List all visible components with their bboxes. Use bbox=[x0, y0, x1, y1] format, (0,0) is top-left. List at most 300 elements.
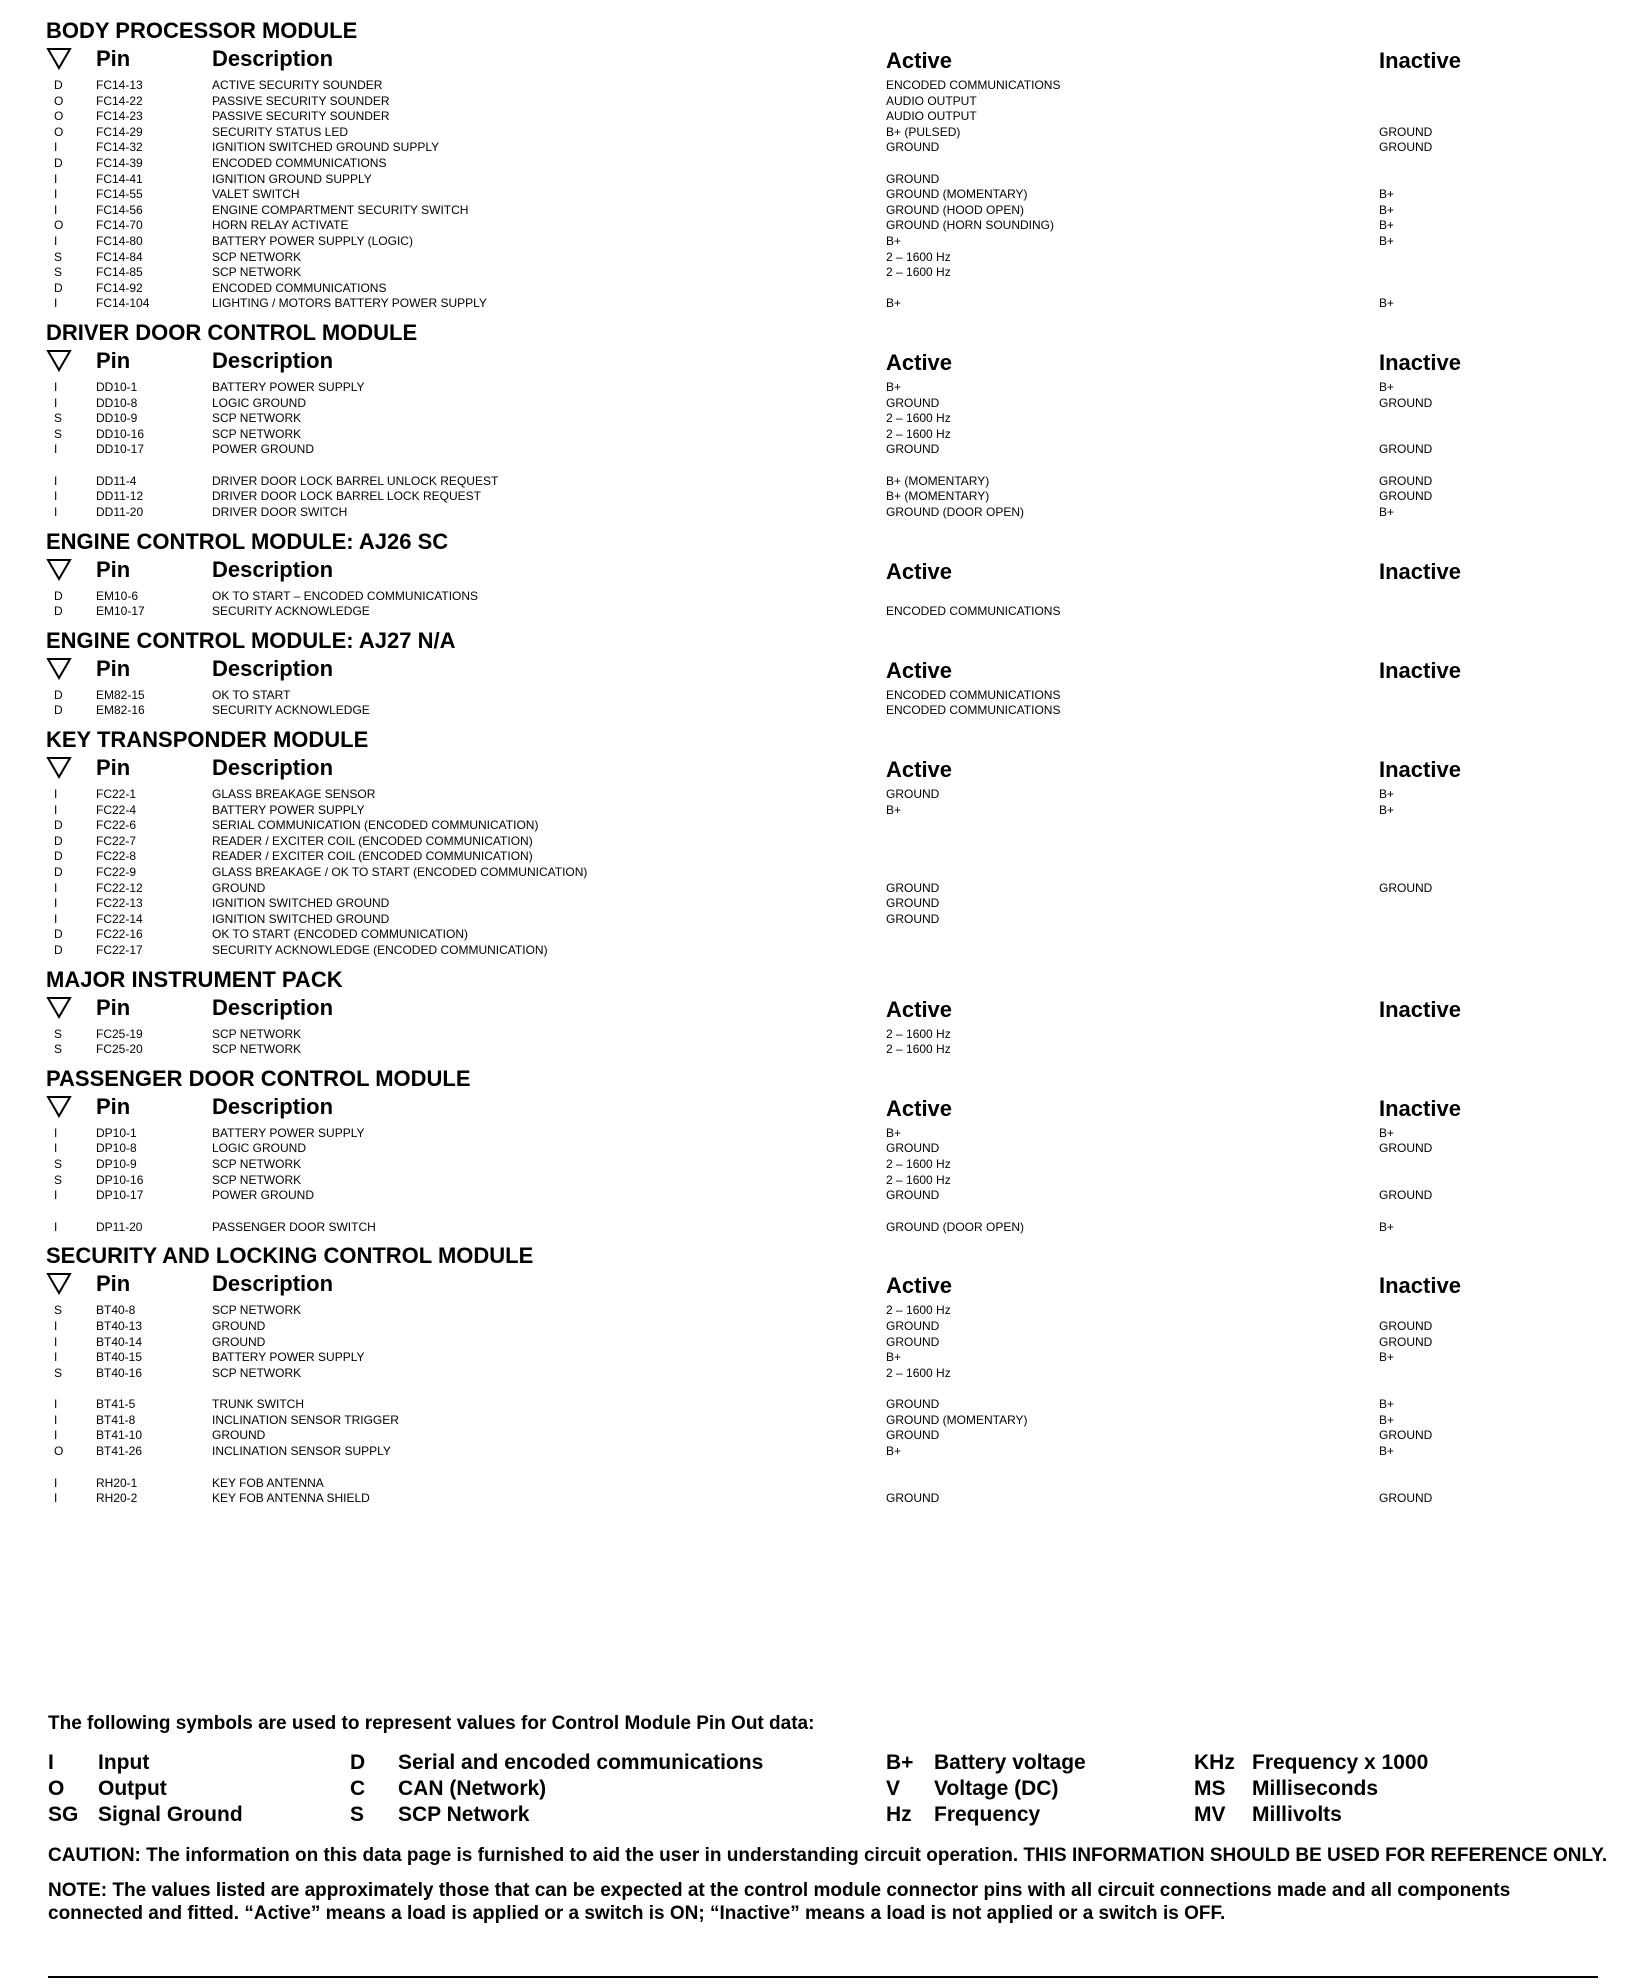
row-group-gap bbox=[46, 1381, 1606, 1397]
inactive-value: B+ bbox=[1379, 787, 1395, 802]
pin-row bbox=[46, 172, 1606, 188]
pin-id: FC25-20 bbox=[96, 1042, 143, 1057]
inactive-value: B+ bbox=[1379, 1397, 1395, 1412]
pin-description: IGNITION SWITCHED GROUND bbox=[212, 896, 390, 911]
triangle-down-icon bbox=[46, 1271, 72, 1295]
inactive-value: B+ bbox=[1379, 1219, 1395, 1234]
pin-id: FC14-70 bbox=[96, 218, 143, 233]
pin-type: I bbox=[54, 1318, 58, 1333]
pin-description: ENCODED COMMUNICATIONS bbox=[212, 155, 387, 170]
module-title: DRIVER DOOR CONTROL MODULE bbox=[46, 319, 418, 345]
pin-description: GLASS BREAKAGE / OK TO START (ENCODED COMMUNICATION) bbox=[212, 865, 588, 879]
inactive-value: GROUND bbox=[1379, 473, 1433, 488]
pin-row bbox=[46, 140, 1606, 156]
pin-row bbox=[46, 1027, 1606, 1043]
pin-id: DP11-20 bbox=[96, 1219, 143, 1234]
pin-type: S bbox=[54, 249, 63, 264]
inactive-value: GROUND bbox=[1379, 1491, 1433, 1506]
pin-description: BATTERY POWER SUPPLY bbox=[212, 1125, 365, 1140]
pin-type: I bbox=[54, 1428, 58, 1443]
pin-description: SERIAL COMMUNICATION (ENCODED COMMUNICATION) bbox=[212, 818, 539, 833]
active-value: GROUND (DOOR OPEN) bbox=[886, 505, 1024, 520]
pin-description: BATTERY POWER SUPPLY (LOGIC) bbox=[212, 233, 413, 248]
pin-row bbox=[46, 1319, 1606, 1335]
active-value: 2 – 1600 Hz bbox=[886, 1042, 951, 1057]
pin-description: POWER GROUND bbox=[212, 442, 314, 457]
pin-description: SCP NETWORK bbox=[212, 1042, 302, 1057]
pin-id: FC22-16 bbox=[96, 927, 143, 942]
column-header-row bbox=[46, 654, 1606, 686]
module-section bbox=[46, 529, 1606, 620]
legend-code: S bbox=[350, 1803, 365, 1826]
pin-description: OK TO START bbox=[212, 687, 291, 702]
inactive-header: Inactive bbox=[1379, 558, 1461, 584]
pin-header: Pin bbox=[96, 556, 131, 582]
pin-id: DD11-20 bbox=[96, 505, 144, 520]
pin-id: FC14-56 bbox=[96, 202, 143, 217]
pin-type: I bbox=[54, 802, 58, 817]
pin-id: DD11-12 bbox=[96, 489, 144, 504]
pin-row bbox=[46, 703, 1606, 719]
pin-id: BT41-5 bbox=[96, 1397, 136, 1412]
pin-header: Pin bbox=[96, 994, 131, 1020]
pin-description: BATTERY POWER SUPPLY bbox=[212, 379, 365, 394]
active-value: B+ bbox=[886, 233, 902, 248]
pin-description: SECURITY ACKNOWLEDGE bbox=[212, 604, 370, 619]
inactive-value: GROUND bbox=[1379, 124, 1433, 139]
legend-label: Serial and encoded communications bbox=[398, 1751, 764, 1774]
pin-description: LIGHTING / MOTORS BATTERY POWER SUPPLY bbox=[212, 296, 487, 311]
module-title: ENGINE CONTROL MODULE: AJ27 N/A bbox=[46, 627, 456, 653]
pin-description: IGNITION GROUND SUPPLY bbox=[212, 171, 372, 186]
module-title: KEY TRANSPONDER MODULE bbox=[46, 727, 369, 753]
inactive-value: B+ bbox=[1379, 505, 1395, 520]
pin-id: BT40-8 bbox=[96, 1303, 136, 1318]
footer-rule bbox=[48, 1976, 1598, 1978]
pin-description: IGNITION SWITCHED GROUND bbox=[212, 911, 390, 926]
inactive-value: B+ bbox=[1379, 379, 1395, 394]
pin-type: I bbox=[54, 1141, 58, 1156]
column-header-row bbox=[46, 753, 1606, 785]
pin-id: DD10-17 bbox=[96, 442, 145, 457]
pin-description: READER / EXCITER COIL (ENCODED COMMUNICATION) bbox=[212, 849, 533, 864]
pin-type: I bbox=[54, 911, 58, 926]
inactive-value: GROUND bbox=[1379, 489, 1433, 504]
pin-type: I bbox=[54, 505, 58, 520]
module-title: SECURITY AND LOCKING CONTROL MODULE bbox=[46, 1243, 534, 1269]
pin-type: S bbox=[54, 1172, 63, 1187]
active-header: Active bbox=[886, 657, 953, 683]
pin-id: FC14-92 bbox=[96, 280, 143, 295]
legend-code: MS bbox=[1194, 1777, 1226, 1800]
description-header: Description bbox=[212, 1271, 334, 1297]
pin-description: INCLINATION SENSOR TRIGGER bbox=[212, 1412, 399, 1427]
pin-id: FC14-29 bbox=[96, 124, 143, 139]
pin-row bbox=[46, 1491, 1606, 1507]
pin-description: POWER GROUND bbox=[212, 1188, 314, 1203]
inactive-value: GROUND bbox=[1379, 1141, 1433, 1156]
active-value: GROUND bbox=[886, 911, 940, 926]
description-header: Description bbox=[212, 46, 334, 71]
active-value: ENCODED COMMUNICATIONS bbox=[886, 604, 1061, 619]
active-value: GROUND (HORN SOUNDING) bbox=[886, 218, 1054, 233]
pin-type: S bbox=[54, 411, 63, 426]
pin-description: BATTERY POWER SUPPLY bbox=[212, 1350, 365, 1365]
active-value: GROUND bbox=[886, 896, 940, 911]
inactive-value: GROUND bbox=[1379, 1318, 1433, 1333]
active-value: B+ bbox=[886, 379, 902, 394]
pin-row bbox=[46, 125, 1606, 141]
pin-type: S bbox=[54, 1365, 63, 1380]
pin-id: DP10-1 bbox=[96, 1125, 137, 1140]
pin-row bbox=[46, 896, 1606, 912]
pin-type: I bbox=[54, 880, 58, 895]
pin-description: KEY FOB ANTENNA bbox=[212, 1475, 324, 1490]
active-value: 2 – 1600 Hz bbox=[886, 426, 951, 441]
pin-type: S bbox=[54, 1042, 63, 1057]
module-section bbox=[46, 628, 1606, 719]
pin-header: Pin bbox=[96, 347, 131, 373]
active-value: GROUND bbox=[886, 1334, 940, 1349]
pin-type: I bbox=[54, 1334, 58, 1349]
pin-description: LOGIC GROUND bbox=[212, 1141, 307, 1156]
triangle-down-icon bbox=[46, 755, 72, 779]
inactive-header: Inactive bbox=[1379, 657, 1461, 683]
pin-id: FC14-104 bbox=[96, 296, 150, 311]
pin-row bbox=[46, 1220, 1606, 1236]
active-value: B+ (PULSED) bbox=[886, 124, 961, 139]
active-header: Active bbox=[886, 757, 953, 783]
inactive-header: Inactive bbox=[1379, 1273, 1461, 1299]
inactive-value: GROUND bbox=[1379, 1188, 1433, 1203]
inactive-value: GROUND bbox=[1379, 1334, 1433, 1349]
active-value: GROUND (DOOR OPEN) bbox=[886, 1219, 1024, 1234]
pin-id: FC22-7 bbox=[96, 833, 137, 848]
values-note: NOTE: The values listed are approximately those that can be expected at the control module connector pins with all circuit connections made and all components connected and fitted. “Active” means a load is applied or a switch is ON; “Inactive” means a load is not applied or a switch is OFF. bbox=[48, 1880, 1511, 1924]
pin-row bbox=[46, 78, 1606, 94]
inactive-value: GROUND bbox=[1379, 442, 1433, 457]
module-section bbox=[46, 320, 1606, 521]
pin-description: DRIVER DOOR LOCK BARREL LOCK REQUEST bbox=[212, 489, 481, 504]
pin-id: FC25-19 bbox=[96, 1026, 143, 1041]
description-header: Description bbox=[212, 1093, 334, 1119]
pin-id: FC14-80 bbox=[96, 233, 143, 248]
column-header-row bbox=[46, 346, 1606, 378]
pin-id: FC22-8 bbox=[96, 849, 137, 864]
pin-type: D bbox=[54, 703, 63, 718]
pin-type: I bbox=[54, 233, 58, 248]
legend-label: CAN (Network) bbox=[398, 1777, 547, 1800]
pin-row bbox=[46, 281, 1606, 297]
pin-type: I bbox=[54, 379, 58, 394]
legend-label: Frequency x 1000 bbox=[1252, 1751, 1429, 1774]
pin-id: FC14-55 bbox=[96, 187, 143, 202]
inactive-header: Inactive bbox=[1379, 1095, 1461, 1121]
pin-row bbox=[46, 380, 1606, 396]
pin-row bbox=[46, 865, 1606, 881]
module-section bbox=[46, 727, 1606, 959]
pin-type: I bbox=[54, 296, 58, 311]
pin-description: DRIVER DOOR SWITCH bbox=[212, 505, 348, 520]
pin-id: FC14-23 bbox=[96, 109, 143, 124]
active-value: ENCODED COMMUNICATIONS bbox=[886, 78, 1061, 92]
pin-description: GROUND bbox=[212, 880, 266, 895]
pin-table bbox=[46, 1303, 1606, 1507]
pin-id: BT40-14 bbox=[96, 1334, 143, 1349]
module-section bbox=[46, 18, 1606, 312]
pin-type: I bbox=[54, 442, 58, 457]
pin-description: GROUND bbox=[212, 1428, 266, 1443]
inactive-value: B+ bbox=[1379, 1350, 1395, 1365]
active-value: B+ bbox=[886, 1350, 902, 1365]
inactive-header: Inactive bbox=[1379, 996, 1461, 1022]
pin-row bbox=[46, 818, 1606, 834]
pinout-page bbox=[46, 10, 1606, 1507]
pin-type: I bbox=[54, 787, 58, 802]
pin-description: READER / EXCITER COIL (ENCODED COMMUNICATION) bbox=[212, 833, 533, 848]
pin-id: BT40-15 bbox=[96, 1350, 143, 1365]
caution-note: CAUTION: The information on this data page is furnished to aid the user in understanding circuit operation. THIS INFORMATION SHOULD BE USED FOR REFERENCE ONLY. bbox=[48, 1845, 1608, 1866]
pin-description: SCP NETWORK bbox=[212, 426, 302, 441]
pin-description: TRUNK SWITCH bbox=[212, 1397, 304, 1412]
pin-description: SCP NETWORK bbox=[212, 265, 302, 280]
active-value: GROUND bbox=[886, 1428, 940, 1443]
pin-row bbox=[46, 1303, 1606, 1319]
pin-type: D bbox=[54, 927, 63, 942]
pin-type: D bbox=[54, 155, 63, 170]
pin-id: BT40-16 bbox=[96, 1365, 143, 1380]
active-value: GROUND bbox=[886, 880, 940, 895]
inactive-value: B+ bbox=[1379, 187, 1395, 202]
pin-description: PASSIVE SECURITY SOUNDER bbox=[212, 93, 390, 108]
pin-type: D bbox=[54, 78, 63, 92]
pin-description: ACTIVE SECURITY SOUNDER bbox=[212, 78, 383, 92]
pin-header: Pin bbox=[96, 655, 131, 681]
triangle-down-icon bbox=[46, 995, 72, 1019]
pin-type: I bbox=[54, 1491, 58, 1506]
legend-code: KHz bbox=[1194, 1751, 1235, 1774]
pin-id: BT40-13 bbox=[96, 1318, 143, 1333]
pin-id: EM10-17 bbox=[96, 604, 145, 619]
pin-description: ENGINE COMPARTMENT SECURITY SWITCH bbox=[212, 202, 469, 217]
module-title: ENGINE CONTROL MODULE: AJ26 SC bbox=[46, 528, 449, 554]
pin-row bbox=[46, 803, 1606, 819]
pin-type: O bbox=[54, 124, 64, 139]
pin-row bbox=[46, 1157, 1606, 1173]
inactive-value: B+ bbox=[1379, 296, 1395, 311]
pin-id: FC22-1 bbox=[96, 787, 137, 802]
pin-type: I bbox=[54, 202, 58, 217]
pin-row bbox=[46, 1126, 1606, 1142]
active-value: ENCODED COMMUNICATIONS bbox=[886, 703, 1061, 718]
triangle-down-icon bbox=[46, 348, 72, 372]
pin-type: O bbox=[54, 1444, 64, 1459]
row-group-gap bbox=[46, 1204, 1606, 1220]
pin-id: EM10-6 bbox=[96, 588, 139, 603]
active-value: GROUND bbox=[886, 171, 940, 186]
pin-description: SCP NETWORK bbox=[212, 1026, 302, 1041]
pin-type: S bbox=[54, 426, 63, 441]
column-header-row bbox=[46, 44, 1606, 76]
pin-type: D bbox=[54, 588, 63, 603]
active-value: GROUND (MOMENTARY) bbox=[886, 187, 1028, 202]
inactive-value: B+ bbox=[1379, 218, 1395, 233]
active-value: GROUND bbox=[886, 1141, 940, 1156]
pin-type: D bbox=[54, 849, 63, 864]
pin-description: INCLINATION SENSOR SUPPLY bbox=[212, 1444, 391, 1459]
pin-row bbox=[46, 250, 1606, 266]
legend-intro: The following symbols are used to represent values for Control Module Pin Out data: bbox=[48, 1713, 815, 1734]
pin-type: I bbox=[54, 171, 58, 186]
active-value: GROUND bbox=[886, 787, 940, 802]
pin-type: D bbox=[54, 280, 63, 295]
pin-id: DD10-9 bbox=[96, 411, 138, 426]
pin-type: O bbox=[54, 218, 64, 233]
pin-id: FC14-22 bbox=[96, 93, 143, 108]
pin-id: DD10-1 bbox=[96, 379, 138, 394]
legend-label: Input bbox=[98, 1751, 150, 1774]
pin-row bbox=[46, 1476, 1606, 1492]
pin-type: S bbox=[54, 1026, 63, 1041]
inactive-value: B+ bbox=[1379, 233, 1395, 248]
pin-type: I bbox=[54, 1475, 58, 1490]
pin-description: SCP NETWORK bbox=[212, 1172, 302, 1187]
pin-table bbox=[46, 787, 1606, 959]
column-header-row bbox=[46, 993, 1606, 1025]
description-header: Description bbox=[212, 994, 334, 1020]
pin-id: FC22-4 bbox=[96, 802, 137, 817]
pin-type: S bbox=[54, 1156, 63, 1171]
pin-description: HORN RELAY ACTIVATE bbox=[212, 218, 349, 233]
inactive-value: B+ bbox=[1379, 202, 1395, 217]
pin-id: FC22-9 bbox=[96, 865, 137, 879]
active-value: GROUND bbox=[886, 1397, 940, 1412]
pin-row bbox=[46, 1042, 1606, 1058]
pin-row bbox=[46, 156, 1606, 172]
legend-code: V bbox=[886, 1777, 901, 1800]
pin-row bbox=[46, 489, 1606, 505]
active-value: AUDIO OUTPUT bbox=[886, 109, 977, 124]
active-header: Active bbox=[886, 558, 953, 584]
pin-description: SCP NETWORK bbox=[212, 1303, 302, 1318]
row-group-gap bbox=[46, 1460, 1606, 1476]
pin-type: S bbox=[54, 1303, 63, 1318]
legend-label: Battery voltage bbox=[934, 1751, 1086, 1774]
active-value: GROUND (HOOD OPEN) bbox=[886, 202, 1024, 217]
pin-row bbox=[46, 505, 1606, 521]
description-header: Description bbox=[212, 755, 334, 781]
pin-description: GLASS BREAKAGE SENSOR bbox=[212, 787, 376, 802]
active-value: 2 – 1600 Hz bbox=[886, 265, 951, 280]
module-title: MAJOR INSTRUMENT PACK bbox=[46, 966, 343, 992]
pin-id: FC22-17 bbox=[96, 942, 143, 957]
pin-table bbox=[46, 380, 1606, 521]
pin-id: DD10-8 bbox=[96, 395, 138, 410]
inactive-header: Inactive bbox=[1379, 48, 1461, 73]
pin-row bbox=[46, 234, 1606, 250]
pin-id: RH20-1 bbox=[96, 1475, 138, 1490]
pin-table bbox=[46, 688, 1606, 719]
active-value: 2 – 1600 Hz bbox=[886, 1365, 951, 1380]
legend-code: O bbox=[48, 1777, 65, 1800]
active-value: 2 – 1600 Hz bbox=[886, 249, 951, 264]
active-value: 2 – 1600 Hz bbox=[886, 411, 951, 426]
legend-code: C bbox=[350, 1777, 366, 1800]
pin-type: I bbox=[54, 187, 58, 202]
legend-label: Voltage (DC) bbox=[934, 1777, 1059, 1800]
module-section bbox=[46, 1243, 1606, 1507]
module-title: PASSENGER DOOR CONTROL MODULE bbox=[46, 1065, 471, 1091]
pin-row bbox=[46, 849, 1606, 865]
inactive-value: GROUND bbox=[1379, 395, 1433, 410]
active-header: Active bbox=[886, 1095, 953, 1121]
description-header: Description bbox=[212, 347, 334, 373]
active-value: 2 – 1600 Hz bbox=[886, 1303, 951, 1318]
pin-row bbox=[46, 927, 1606, 943]
pin-description: PASSENGER DOOR SWITCH bbox=[212, 1219, 376, 1234]
inactive-value: B+ bbox=[1379, 1125, 1395, 1140]
pin-type: D bbox=[54, 833, 63, 848]
active-value: GROUND bbox=[886, 140, 940, 155]
pin-description: PASSIVE SECURITY SOUNDER bbox=[212, 109, 390, 124]
pin-type: I bbox=[54, 896, 58, 911]
pin-description: OK TO START – ENCODED COMMUNICATIONS bbox=[212, 588, 479, 603]
pin-row bbox=[46, 1188, 1606, 1204]
pin-description: DRIVER DOOR LOCK BARREL UNLOCK REQUEST bbox=[212, 473, 499, 488]
pin-id: FC14-32 bbox=[96, 140, 143, 155]
pin-table bbox=[46, 1126, 1606, 1236]
pin-type: I bbox=[54, 1412, 58, 1427]
pin-description: GROUND bbox=[212, 1318, 266, 1333]
active-header: Active bbox=[886, 48, 953, 73]
active-value: GROUND bbox=[886, 1188, 940, 1203]
pin-row bbox=[46, 604, 1606, 620]
column-header-row bbox=[46, 1092, 1606, 1124]
description-header: Description bbox=[212, 655, 334, 681]
active-value: 2 – 1600 Hz bbox=[886, 1026, 951, 1041]
pin-row bbox=[46, 1413, 1606, 1429]
pin-row bbox=[46, 427, 1606, 443]
active-value: GROUND bbox=[886, 395, 940, 410]
pin-table bbox=[46, 78, 1606, 312]
pin-description: LOGIC GROUND bbox=[212, 395, 307, 410]
pin-id: FC22-13 bbox=[96, 896, 143, 911]
inactive-value: B+ bbox=[1379, 1412, 1395, 1427]
pin-row bbox=[46, 296, 1606, 312]
pin-id: FC14-39 bbox=[96, 155, 143, 170]
active-value: GROUND bbox=[886, 1491, 940, 1506]
pin-id: DP10-16 bbox=[96, 1172, 144, 1187]
module-section bbox=[46, 967, 1606, 1058]
pin-header: Pin bbox=[96, 755, 131, 781]
pin-row bbox=[46, 1366, 1606, 1382]
pin-row bbox=[46, 265, 1606, 281]
pin-type: I bbox=[54, 140, 58, 155]
pin-table bbox=[46, 1027, 1606, 1058]
pin-row bbox=[46, 1350, 1606, 1366]
inactive-value: GROUND bbox=[1379, 1428, 1433, 1443]
pin-type: I bbox=[54, 1125, 58, 1140]
pin-type: I bbox=[54, 1219, 58, 1234]
legend-label: Output bbox=[98, 1777, 167, 1800]
pin-type: D bbox=[54, 942, 63, 957]
symbol-legend bbox=[48, 1712, 1608, 1925]
active-value: AUDIO OUTPUT bbox=[886, 93, 977, 108]
legend-label: Millivolts bbox=[1252, 1803, 1342, 1826]
pin-type: D bbox=[54, 865, 63, 879]
pin-header: Pin bbox=[96, 46, 131, 71]
pin-description: GROUND bbox=[212, 1334, 266, 1349]
